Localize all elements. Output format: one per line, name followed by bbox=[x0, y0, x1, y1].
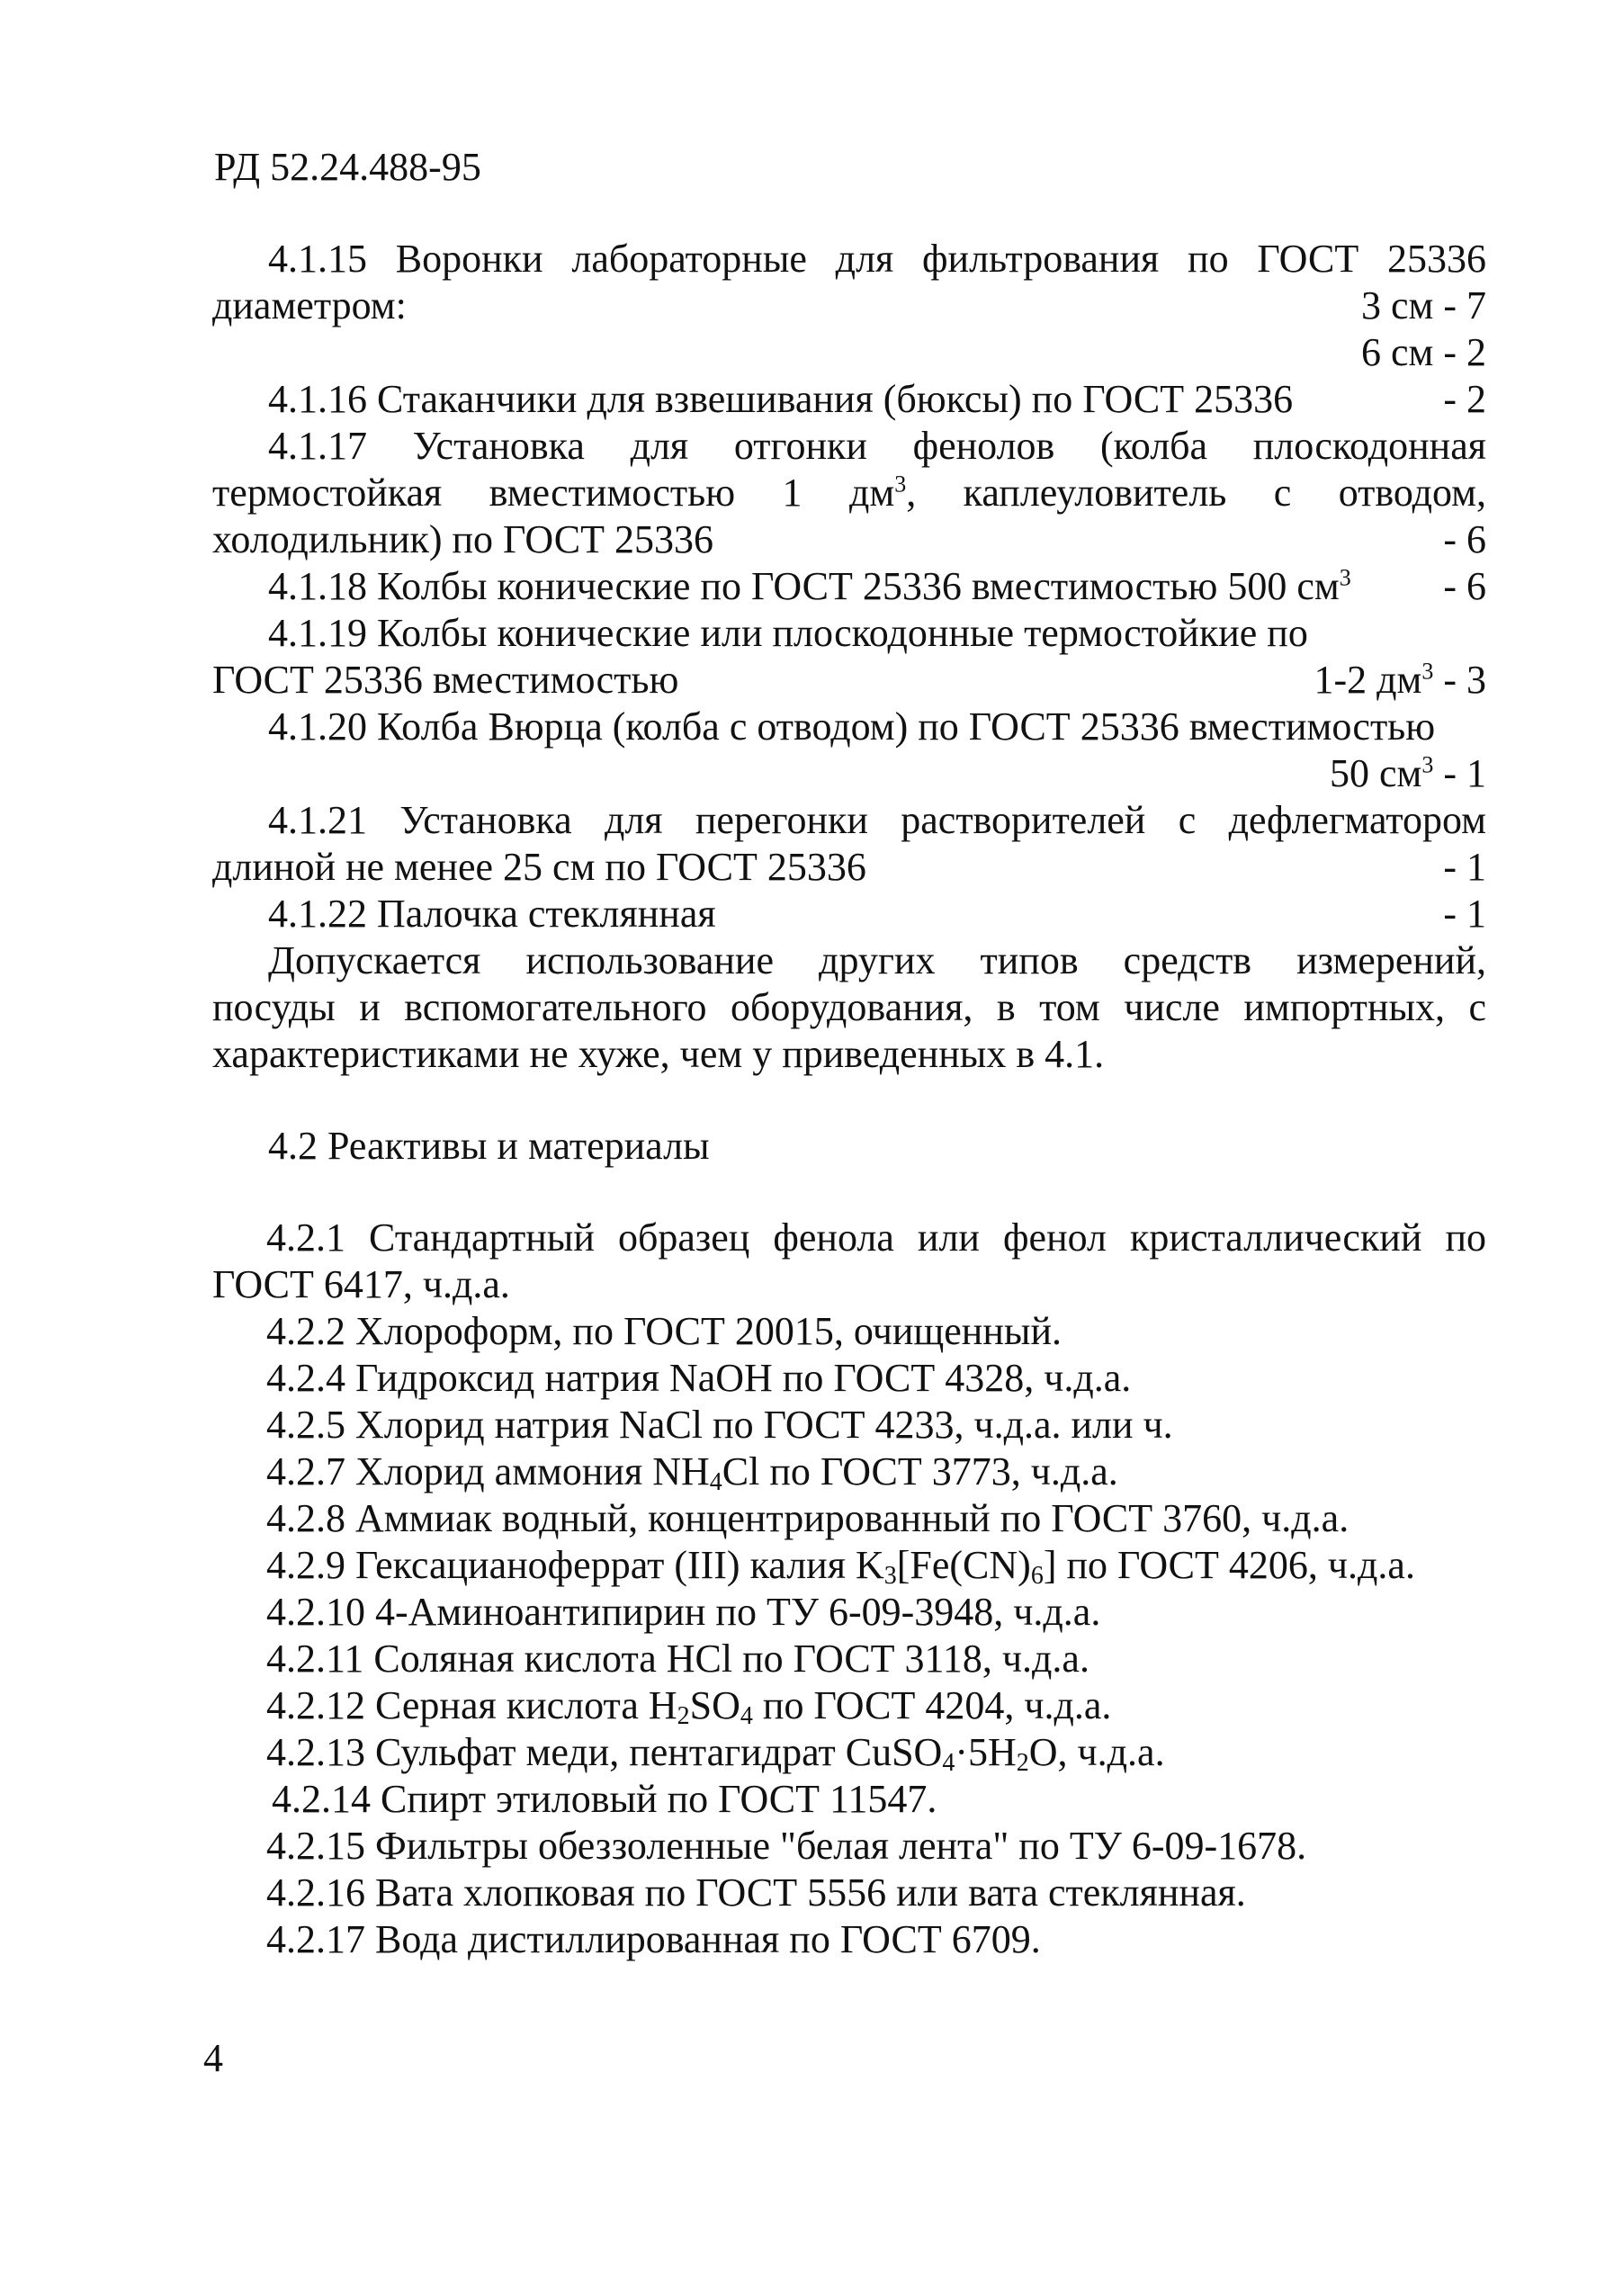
item-4-2-12-a: 4.2.12 Серная кислота H bbox=[266, 1683, 677, 1727]
item-4-1-21-line2 bbox=[212, 844, 1486, 891]
item-4-2-13-c: O, ч.д.а. bbox=[1028, 1730, 1165, 1774]
item-4-2-9-c: ] по ГОСТ 4206, ч.д.а. bbox=[1043, 1543, 1415, 1587]
item-4-2-13-b: ·5H bbox=[955, 1730, 1017, 1774]
volume-value: 50 см bbox=[1329, 751, 1422, 795]
item-4-2-17: 4.2.17 Вода дистиллированная по ГОСТ 6709. bbox=[266, 1917, 1041, 1961]
item-4-1-15-line2 bbox=[212, 283, 1486, 329]
item-4-2-5: 4.2.5 Хлорид натрия NaCl по ГОСТ 4233, ч.д.а. или ч. bbox=[266, 1403, 1173, 1447]
item-4-1-22 bbox=[268, 891, 1486, 937]
item-4-2-8: 4.2.8 Аммиак водный, концентрированный по ГОСТ 3760, ч.д.а. bbox=[266, 1496, 1349, 1540]
item-4-2-12-c: по ГОСТ 4204, ч.д.а. bbox=[752, 1683, 1112, 1727]
item-4-2-1-line1: 4.2.1 Стандартный образец фенола или фенол кристаллический по bbox=[266, 1215, 1486, 1260]
item-4-2-9-a: 4.2.9 Гексацианоферрат (III) калия K bbox=[266, 1543, 884, 1587]
item-4-1-22-text: 4.1.22 Палочка стеклянная bbox=[268, 892, 716, 936]
item-4-2-14: 4.2.14 Спирт этиловый по ГОСТ 11547. bbox=[272, 1777, 937, 1821]
page-number: 4 bbox=[203, 2036, 223, 2080]
item-4-2-11: 4.2.11 Соляная кислота HCl по ГОСТ 3118, ч.д.а. bbox=[266, 1637, 1089, 1681]
item-4-1-19-volume bbox=[1314, 657, 1486, 704]
item-4-2-7 bbox=[266, 1448, 1486, 1495]
item-4-1-20-line2 bbox=[212, 750, 1486, 797]
item-4-1-17-line1: 4.1.17 Установка для отгонки фенолов (колба плоскодонная bbox=[268, 424, 1486, 468]
subscript: 4 bbox=[709, 1468, 722, 1496]
note-line2: посуды и вспомогательного оборудования, в том числе импортных, с bbox=[212, 985, 1486, 1029]
subscript: 4 bbox=[942, 1749, 955, 1777]
item-4-1-17-line2b: , каплеуловитель с отводом, bbox=[906, 471, 1486, 515]
item-4-1-19-line2-text: ГОСТ 25336 вместимостью bbox=[212, 658, 679, 702]
item-4-2-13-a: 4.2.13 Сульфат меди, пентагидрат CuSO bbox=[266, 1730, 943, 1774]
item-4-1-17-line3-text: холодильник) по ГОСТ 25336 bbox=[212, 517, 713, 561]
item-4-2-9 bbox=[266, 1542, 1486, 1589]
item-4-1-20-qty: - 1 bbox=[1443, 751, 1486, 795]
note-line3: характеристиками не хуже, чем у приведенных в 4.1. bbox=[212, 1032, 1105, 1076]
item-4-1-21-line2-text: длиной не менее 25 см по ГОСТ 25336 bbox=[212, 845, 866, 889]
item-4-1-21-line1: 4.1.21 Установка для перегонки растворителей с дефлегматором bbox=[268, 798, 1486, 842]
superscript: 3 bbox=[1339, 564, 1351, 591]
item-4-1-22-qty: - 1 bbox=[1443, 892, 1486, 936]
item-4-1-21-qty: - 1 bbox=[1443, 845, 1486, 889]
item-4-2-7-a: 4.2.7 Хлорид аммония NH bbox=[266, 1449, 710, 1493]
item-4-2-13 bbox=[266, 1729, 1486, 1776]
item-4-2-1-line2: ГОСТ 6417, ч.д.а. bbox=[212, 1262, 510, 1306]
item-4-1-18 bbox=[268, 563, 1486, 610]
item-4-1-16-qty: - 2 bbox=[1443, 377, 1486, 421]
item-4-2-9-b: [Fe(CN) bbox=[896, 1543, 1031, 1587]
section-4-2-title: 4.2 Реактивы и материалы bbox=[268, 1124, 710, 1168]
item-4-2-4: 4.2.4 Гидроксид натрия NaOH по ГОСТ 4328, ч.д.а. bbox=[266, 1356, 1132, 1400]
item-4-1-19-line1: 4.1.19 Колбы конические или плоскодонные термостойкие по bbox=[268, 611, 1308, 655]
item-4-2-10: 4.2.10 4-Аминоантипирин по ТУ 6-09-3948, ч.д.а. bbox=[266, 1590, 1101, 1634]
superscript: 3 bbox=[1421, 751, 1434, 778]
item-4-1-18-qty: - 6 bbox=[1443, 564, 1486, 608]
item-4-1-17-line2a: термостойкая вместимостью 1 дм bbox=[212, 471, 895, 515]
item-4-1-18-label: 4.1.18 Колбы конические по ГОСТ 25336 вместимостью 500 см bbox=[268, 564, 1340, 608]
subscript: 6 bbox=[1030, 1562, 1044, 1590]
item-4-1-18-text bbox=[268, 563, 1351, 610]
item-4-2-2: 4.2.2 Хлороформ, по ГОСТ 20015, очищенный. bbox=[266, 1309, 1062, 1353]
subscript: 3 bbox=[883, 1562, 897, 1590]
superscript: 3 bbox=[1421, 658, 1434, 685]
item-4-2-7-b: Cl по ГОСТ 3773, ч.д.а. bbox=[722, 1449, 1118, 1493]
note-line1: Допускается использование других типов средств измерений, bbox=[268, 938, 1486, 982]
subscript: 4 bbox=[740, 1702, 753, 1730]
item-4-1-16 bbox=[268, 376, 1486, 423]
item-4-1-17-line2 bbox=[212, 470, 1486, 516]
item-4-2-12-b: SO bbox=[689, 1683, 740, 1727]
diameter-label: диаметром: bbox=[212, 283, 407, 327]
diameter-3cm: 3 см - 7 bbox=[1360, 283, 1486, 327]
item-4-1-19-qty: - 3 bbox=[1443, 658, 1486, 702]
item-4-2-12 bbox=[266, 1682, 1486, 1729]
item-4-2-16: 4.2.16 Вата хлопковая по ГОСТ 5556 или вата стеклянная. bbox=[266, 1870, 1246, 1915]
diameter-6cm: 6 см - 2 bbox=[1360, 330, 1486, 374]
superscript: 3 bbox=[894, 471, 907, 498]
subscript: 2 bbox=[1016, 1749, 1029, 1777]
item-4-1-20-line1: 4.1.20 Колба Вюрца (колба с отводом) по ГОСТ 25336 вместимостью bbox=[268, 704, 1436, 749]
item-4-2-15: 4.2.15 Фильтры обеззоленные "белая лента" по ТУ 6-09-1678. bbox=[266, 1824, 1307, 1868]
subscript: 2 bbox=[677, 1702, 690, 1730]
item-4-1-17-qty: - 6 bbox=[1443, 517, 1486, 561]
volume-value: 1-2 дм bbox=[1314, 658, 1422, 702]
item-4-1-17-line3 bbox=[212, 516, 1486, 563]
item-4-1-16-text: 4.1.16 Стаканчики для взвешивания (бюксы) по ГОСТ 25336 bbox=[268, 377, 1294, 421]
item-4-1-15-line1: 4.1.15 Воронки лабораторные для фильтрования по ГОСТ 25336 bbox=[268, 237, 1486, 281]
item-4-1-19-line2 bbox=[212, 657, 1486, 704]
document-code-header: РД 52.24.488-95 bbox=[214, 145, 481, 189]
